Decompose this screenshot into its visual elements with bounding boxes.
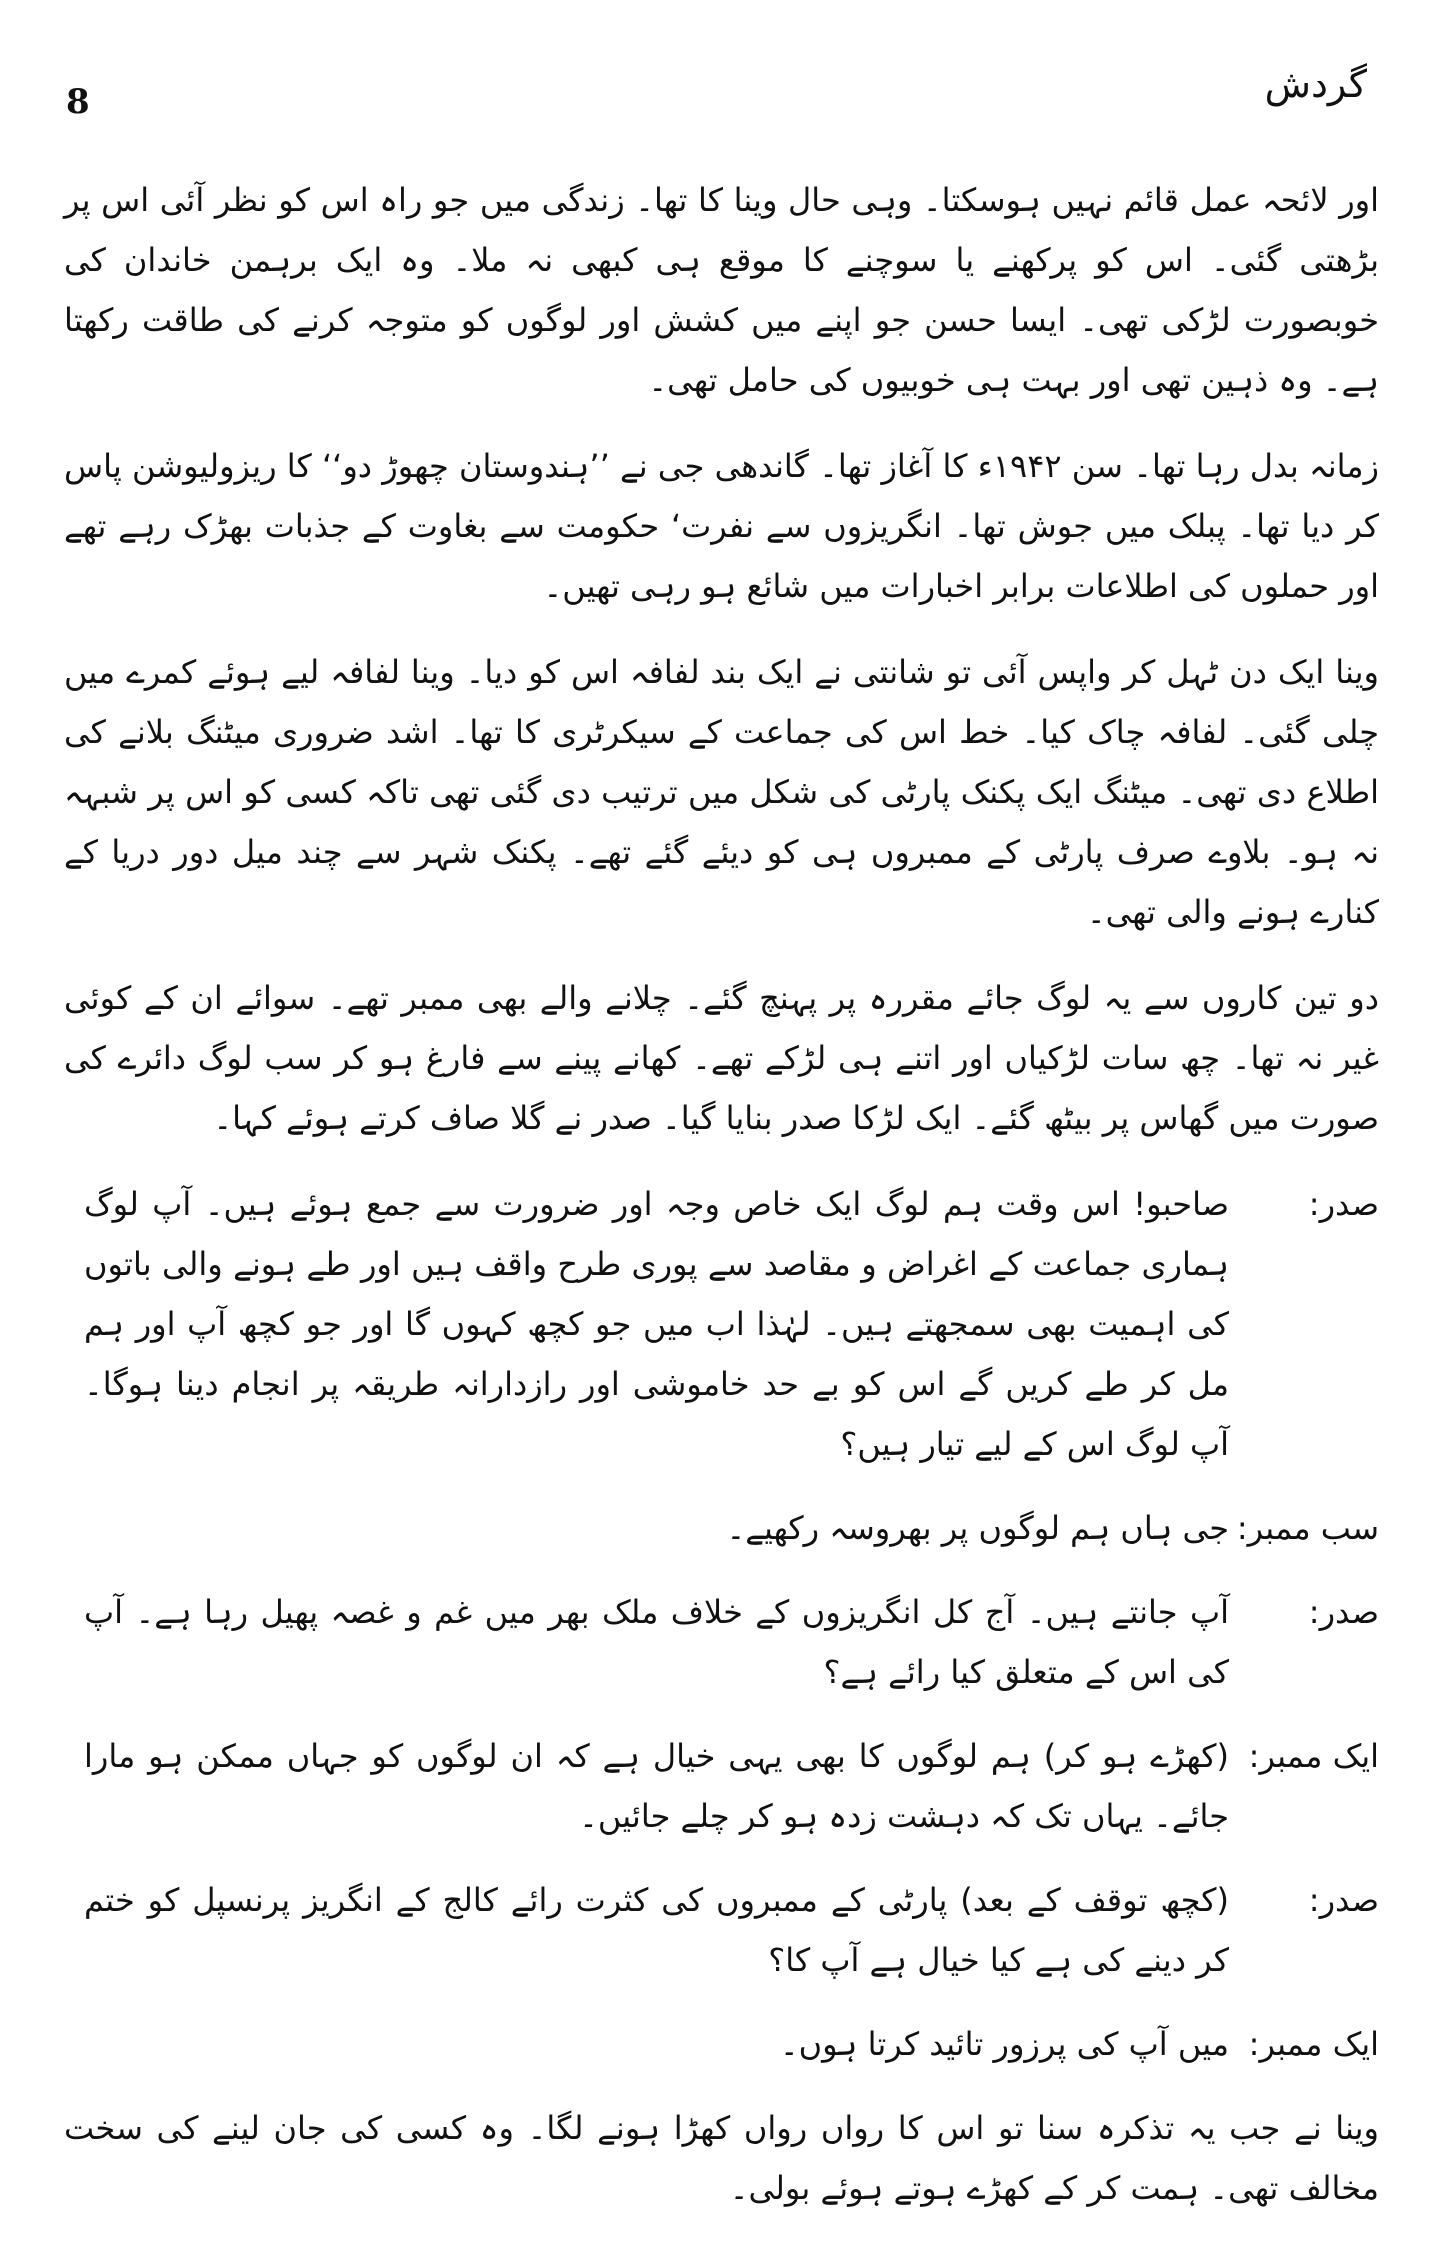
page-body bbox=[64, 170, 1379, 2244]
closing-paragraph: وینا نے جب یہ تذکرہ سنا تو اس کا رواں رواں کھڑا ہونے لگا۔ وہ کسی کی جان لینے کی سخت مخالف تھی۔ ہمت کر کے کھڑے ہوتے ہوئے بولی۔ bbox=[64, 2109, 1379, 2207]
dialogue-line bbox=[64, 1498, 1379, 1558]
dialogue-line bbox=[64, 1174, 1379, 1474]
paragraph: وینا ایک دن ٹہل کر واپس آئی تو شانتی نے ایک بند لفافہ اس کو دیا۔ وینا لفافہ لیے ہوئے کمرے میں چلی گئی۔ لفافہ چاک کیا۔ خط اس کی جماعت کے سیکرٹری کا تھا۔ اشد ضروری میٹنگ بلانے کی اطلاع دی تھی۔ میٹنگ ایک پکنک پارٹی کی شکل میں ترتیب دی گئی تھی تاکہ کسی کو اس پر شبہہ نہ ہو۔ بلاوے صرف پارٹی کے ممبروں ہی کو دیئے گئے تھے۔ پکنک شہر سے چند میل دور دریا کے کنارے ہونے والی تھی۔ bbox=[64, 653, 1379, 931]
paragraph: زمانہ بدل رہا تھا۔ سن ۱۹۴۲ء کا آغاز تھا۔ گاندھی جی نے ’’ہندوستان چھوڑ دو‘‘ کا ریزولیوشن پاس کر دیا تھا۔ پبلک میں جوش تھا۔ انگریزوں سے نفرت‘ حکومت سے بغاوت کے جذبات بھڑک رہے تھے اور حملوں کی اطلاعات برابر اخبارات میں شائع ہو رہی تھیں۔ bbox=[64, 447, 1380, 605]
speaker-label: سب ممبر: bbox=[1236, 1509, 1379, 1547]
running-head: گردش bbox=[1264, 62, 1367, 106]
dialogue-text: صاحبو! اس وقت ہم لوگ ایک خاص وجہ اور ضرورت سے جمع ہوئے ہیں۔ آپ لوگ ہماری جماعت کے اغراض و مقاصد سے پوری طرح واقف ہیں اور طے ہونے والی باتوں کی اہمیت بھی سمجھتے ہیں۔ لہٰذا اب میں جو کچھ کہوں گا اور جو کچھ آپ اور ہم مل کر طے کریں گے اس کو بے حد خاموشی اور رازدارانہ طریقہ پر انجام دینا ہوگا۔ آپ لوگ اس کے لیے تیار ہیں؟ bbox=[84, 1185, 1229, 1463]
dialogue-line bbox=[64, 1726, 1379, 1846]
speaker-label: صدر: bbox=[1308, 1185, 1379, 1223]
paragraph: اور لائحہ عمل قائم نہیں ہوسکتا۔ وہی حال وینا کا تھا۔ زندگی میں جو راہ اس کو نظر آئی اس پر بڑھتی گئی۔ اس کو پرکھنے یا سوچنے کا موقع ہی کبھی نہ ملا۔ وہ ایک برہمن خاندان کی خوبصورت لڑکی تھی۔ ایسا حسن جو اپنے میں کشش اور لوگوں کو متوجہ کرنے کی طاقت رکھتا ہے۔ وہ ذہین تھی اور بہت ہی خوبیوں کی حامل تھی۔ bbox=[64, 181, 1379, 399]
paragraph: دو تین کاروں سے یہ لوگ جائے مقررہ پر پہنچ گئے۔ چلانے والے بھی ممبر تھے۔ سوائے ان کے کوئی غیر نہ تھا۔ چھ سات لڑکیاں اور اتنے ہی لڑکے تھے۔ کھانے پینے سے فارغ ہو کر سب لوگ دائرے کی صورت میں گھاس پر بیٹھ گئے۔ ایک لڑکا صدر بنایا گیا۔ صدر نے گلا صاف کرتے ہوئے کہا۔ bbox=[64, 979, 1379, 1137]
speaker-label: صدر: bbox=[1308, 1881, 1379, 1919]
dialogue-line bbox=[64, 1870, 1379, 1990]
dialogue-line bbox=[64, 2014, 1379, 2074]
speaker-label: ایک ممبر: bbox=[1248, 2025, 1379, 2063]
page-number: 8 bbox=[66, 82, 90, 122]
dialogue-text: آپ جانتے ہیں۔ آج کل انگریزوں کے خلاف ملک بھر میں غم و غصہ پھیل رہا ہے۔ آپ کی اس کے متعلق کیا رائے ہے؟ bbox=[84, 1593, 1229, 1691]
dialogue-text: (کھڑے ہو کر) ہم لوگوں کا بھی یہی خیال ہے کہ ان لوگوں کو جہاں ممکن ہو مارا جائے۔ یہاں تک کہ دہشت زدہ ہو کر چلے جائیں۔ bbox=[84, 1737, 1229, 1835]
dialogue-text: جی ہاں ہم لوگوں پر بھروسہ رکھیے۔ bbox=[726, 1509, 1229, 1547]
speaker-label: ایک ممبر: bbox=[1248, 1737, 1379, 1775]
dialogue-line bbox=[64, 1582, 1379, 1702]
dialogue-text: (کچھ توقف کے بعد) پارٹی کے ممبروں کی کثرت رائے کالج کے انگریز پرنسپل کو ختم کر دینے کی ہے کیا خیال ہے آپ کا؟ bbox=[84, 1881, 1229, 1979]
dialogue-text: میں آپ کی پرزور تائید کرتا ہوں۔ bbox=[779, 2025, 1229, 2063]
speaker-label: صدر: bbox=[1308, 1593, 1379, 1631]
